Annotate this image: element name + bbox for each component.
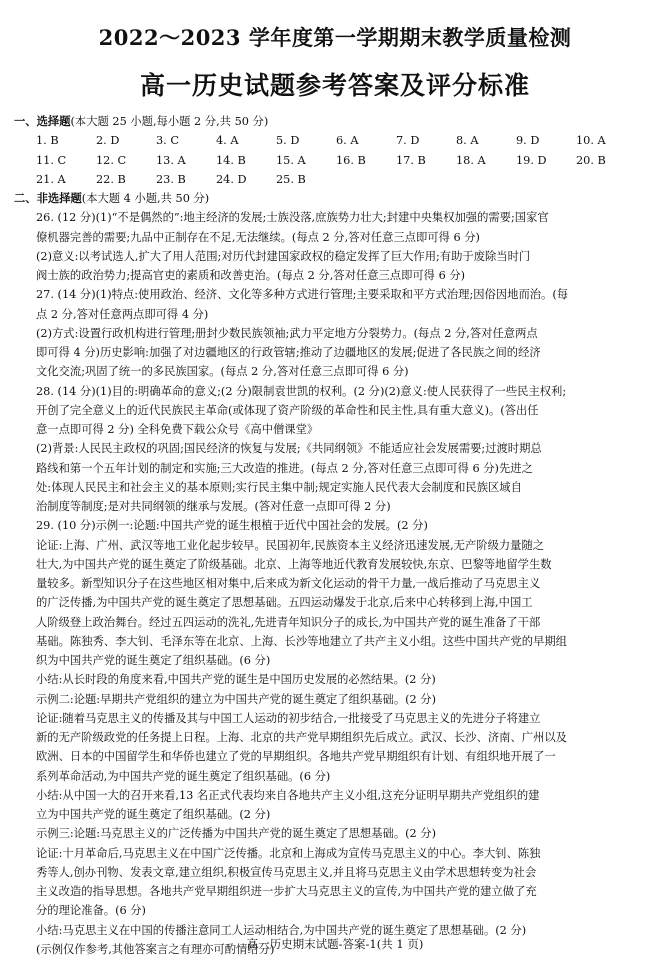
answer-row [14,151,656,170]
answer-line: 论证:十月革命后,马克思主义在中国广泛传播。北京和上海成为宣传马克思主义的中心。李大钊、陈独 [36,846,541,860]
answer-item: 14. B [216,153,246,167]
answer-line: 基础。陈独秀、李大钊、毛泽东等在北京、上海、长沙等地建立了共产主义小组。这些中国共产党的早期组 [36,634,567,648]
answer-item: 15. A [276,153,306,167]
answer-item: 17. B [396,153,426,167]
answer-item: 13. A [156,153,186,167]
answer-item: 16. B [336,153,366,167]
section2-heading [14,189,656,208]
answer-line: 示例二:论题:早期共产党组织的建立为中国共产党的诞生奠定了组织基础。(2 分) [36,692,437,706]
answer-line: 小结:从长时段的角度来看,中国共产党的诞生是中国历史发展的必然结果。(2 分) [36,673,436,687]
answer-line: 壮大,为中国共产党的诞生奠定了阶级基础。北京、上海等地近代教育发展较快,东京、巴黎等地留学生数 [36,557,552,571]
answer-item: 12. C [96,153,127,167]
answer-line: 意一点即可得 2 分) 全科免费下载公众号《高中僧课堂》 [36,423,319,436]
page-footer: 高一历史期末试题-答案-1(共 1 页) [246,937,424,951]
answer-line: 29. (10 分)示例一:论题:中国共产党的诞生根植于近代中国社会的发展。(2 分) [36,519,428,533]
exam-title: 2022～2023 学年度第一学期期末教学质量检测 [98,25,572,50]
answer-line: 处:体现人民民主和社会主义的基本原则;实行民主集中制;规定实施人民代表大会制度和民族区域自 [36,480,522,494]
section2-title: 二、非选择题 [14,191,82,205]
answer-line: 僚机器完善的需要;九品中正制存在不足,无法继续。(每点 2 分,答对任意三点即可得 6 分) [36,230,480,244]
answer-line: 示例三:论题:马克思主义的广泛传播为中国共产党的诞生奠定了思想基础。(2 分) [36,827,437,841]
answer-item: 10. A [576,134,606,148]
answer-item: 2. D [96,134,120,148]
answer-line: 论证:随着马克思主义的传播及其与中国工人运动的初步结合,一批接受了马克思主义的先进分子将建立 [36,711,541,725]
answer-line: 即可得 4 分)历史影响:加强了对边疆地区的行政管辖;推动了边疆地区的发展;促进了各民族之间的经济 [36,346,541,359]
answer-line: 28. (14 分)(1)目的:明确革命的意义;(2 分)限制袁世凯的权利。(2 分)(2)意义:使人民获得了一些民主权利; [36,384,567,398]
answer-item: 21. A [36,172,66,186]
answer-line: 路线和第一个五年计划的制定和实施;三大改造的推进。(每点 2 分,答对任意三点即可得 6 分)先进之 [36,461,533,475]
answer-line: 秀等人,创办刊物、发表文章,建立组织,积极宣传马克思主义,并且将马克思主义由学术思想转变为社会 [36,865,537,879]
answer-item: 6. A [336,134,359,148]
answer-line: 26. (12 分)(1)“不是偶然的”:地主经济的发展;士族没落,庶族势力壮大;封建中央集权加强的需要;国家官 [36,211,549,225]
answer-line: 治制度等制度;是对共同纲领的继承与发展。(答对任意一点即可得 2 分) [36,500,391,513]
answer-item: 5. D [276,134,300,148]
answer-item: 9. D [516,134,540,148]
answer-item: 25. B [276,172,306,186]
answer-item: 4. A [216,134,239,148]
answer-line: 主义改造的指导思想。各地共产党早期组织进一步扩大马克思主义的宣传,为中国共产党的建立做了充 [36,885,537,898]
answer-item: 7. D [396,134,420,148]
answer-line: 的广泛传播,为中国共产党的诞生奠定了思想基础。五四运动爆发于北京,后来中心转移到上海,中国工 [36,596,533,610]
answer-item: 23. B [156,172,186,186]
answer-line: (2)背景:人民民主政权的巩固;国民经济的恢复与发展;《共同纲领》不能适应社会发展需要;过渡时期总 [36,442,542,456]
answer-item: 1. B [36,134,59,148]
answer-item: 18. A [456,153,486,167]
answer-line: 开创了完全意义上的近代民族民主革命(或体现了资产阶级的革命性和民主性,具有重大意义)。(答出任 [36,403,539,417]
answer-line: 系列革命活动,为中国共产党的诞生奠定了组织基础。(6 分) [36,769,331,783]
answer-line: 27. (14 分)(1)特点:使用政治、经济、文化等多种方式进行管理;主要采取和平方式治理;因俗因地而治。(每 [36,288,569,302]
answer-content [14,112,656,959]
section1-heading [14,112,656,131]
answer-line: (2)意义:以考试选人,扩大了用人范围;对历代封建国家政权的稳定发挥了巨大作用;有助于废除当时门 [36,249,531,263]
answer-item: 11. C [36,153,67,167]
answer-item: 3. C [156,134,180,148]
answer-item: 24. D [216,172,247,186]
answer-line: 小结:马克思主义在中国的传播注意同工人运动相结合,为中国共产党的诞生奠定了思想基础。(2 分) [36,923,527,937]
multiple-choice-answers [14,131,656,189]
section2-note: (本大题 4 小题,共 50 分) [81,192,210,205]
answer-line: 小结:从中国一大的召开来看,13 名正式代表均来自各地共产主义小组,这充分证明早期共产党组织的建 [36,788,540,802]
answer-line: 织为中国共产党的诞生奠定了组织基础。(6 分) [36,654,271,667]
answer-row [14,131,656,150]
answer-line: 立为中国共产党的诞生奠定了组织基础。(2 分) [36,808,271,821]
answer-item: 20. B [576,153,606,167]
answer-item: 22. B [96,172,126,186]
answer-item: 19. D [516,153,547,167]
answer-line: 点 2 分,答对任意两点即可得 4 分) [36,307,209,321]
answer-item: 8. A [456,134,479,148]
answer-line: 文化交流;巩固了统一的多民族国家。(每点 2 分,答对任意三点即可得 6 分) [36,365,409,379]
non-choice-answers [14,208,656,959]
answer-row [14,170,656,189]
answer-line: 人阶级登上政治舞台。经过五四运动的洗礼,先进青年知识分子的成长,为中国共产党的诞生准备了干部 [36,615,541,629]
answer-line: 论证:上海、广州、武汉等地工业化起步较早。民国初年,民族资本主义经济迅速发展,无产阶级力量随之 [36,538,545,552]
answer-line: 欧洲、日本的中国留学生和华侨也建立了党的早期组织。各地共产党早期组织有计划、有组织地开展了一 [36,750,556,764]
answer-line: (示例仅作参考,其他答案言之有理亦可酌情给分) [36,942,275,956]
section1-title: 一、选择题 [14,114,71,128]
answer-line: 新的无产阶级政党的任务提上日程。上海、北京的共产党早期组织先后成立。武汉、长沙、济南、广州以及 [36,731,567,744]
answer-line: (2)方式:设置行政机构进行管理;册封少数民族领袖;武力平定地方分裂势力。(每点 2 分,答对任意两点 [36,326,538,340]
answer-line: 量较多。新型知识分子在这些地区相对集中,后来成为新文化运动的骨干力量,一战后推动了马克思主义 [36,577,541,590]
answer-line: 阀士族的政治势力;提高官吏的素质和改善吏治。(每点 2 分,答对任意三点即可得 6 分) [36,269,466,282]
section1-note: (本大题 25 小题,每小题 2 分,共 50 分) [70,115,269,128]
answer-line: 分的理论准备。(6 分) [36,904,146,918]
document-subtitle: 高一历史试题参考答案及评分标准 [139,71,530,100]
